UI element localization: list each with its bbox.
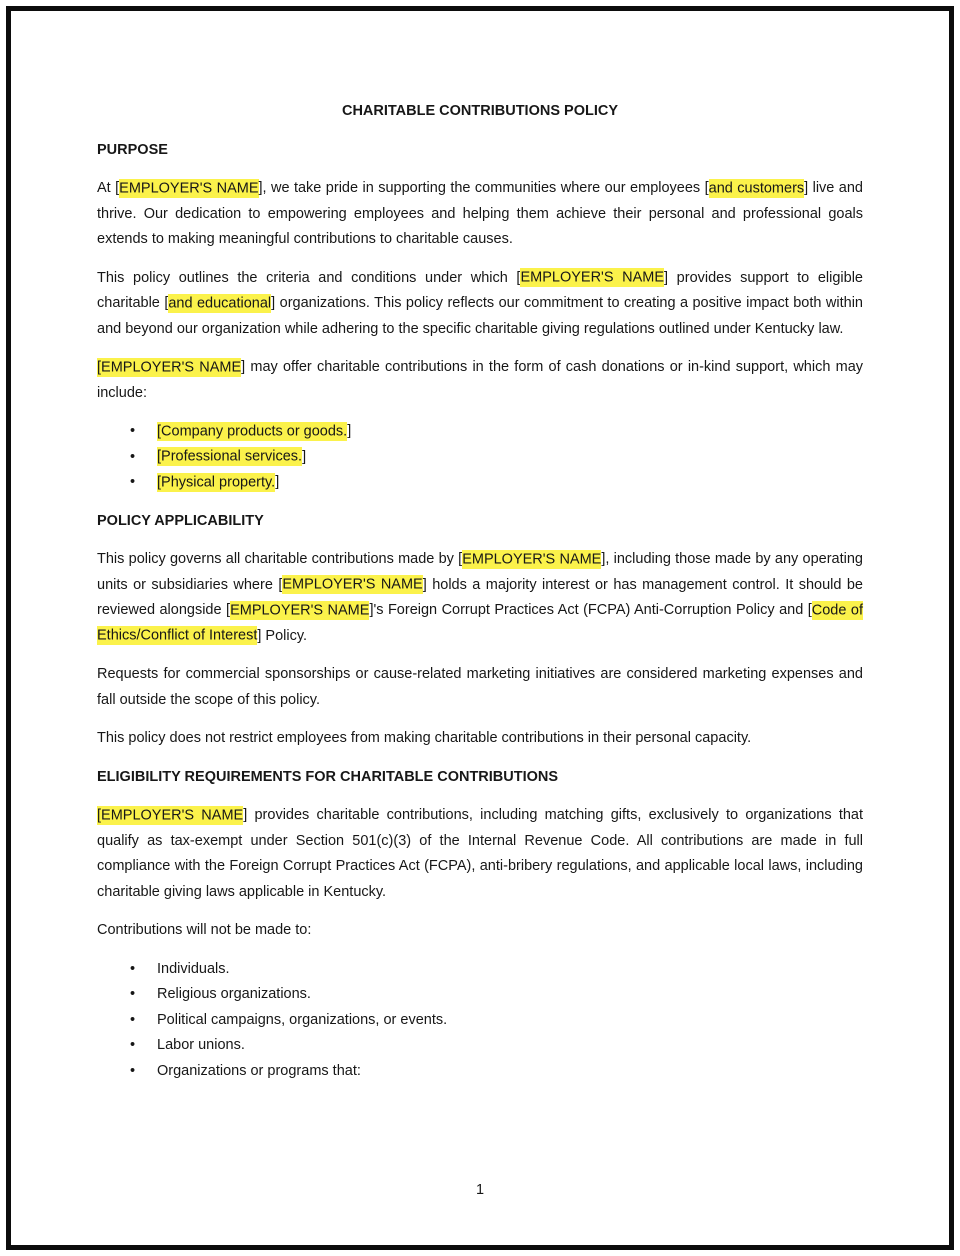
text-run: This policy governs all charitable contributions made by [	[97, 551, 463, 567]
text-run: ] provides charitable contributions, including matching gifts, exclusively to organizations that qualify as tax-exempt under Section 501(c)(3) of the Internal Revenue Code. All contributions are made in full compliance with the Foreign Corrupt Practices Act (FCPA), anti-bribery regulations, and applicable local laws, including charitable giving laws applicable in Kentucky.	[97, 807, 864, 900]
list-item	[97, 1008, 863, 1034]
highlighted-placeholder-text: EMPLOYER'S NAME	[230, 602, 370, 618]
document-page	[97, 99, 863, 1097]
highlighted-placeholder-text: and customers	[708, 180, 805, 196]
text-run: ] live and thrive. Our dedication to empowering employees and helping them achieve their personal and professional goals extends to making meaningful contributions to charitable causes.	[97, 180, 863, 247]
bullet-icon: •	[130, 474, 136, 490]
text-run: ] may offer charitable contributions in the form of cash donations or in-kind support, which may include:	[97, 359, 864, 401]
list-item-text	[157, 473, 279, 492]
list-item	[97, 419, 863, 445]
text-run: Requests for commercial sponsorships or cause-related marketing initiatives are considered marketing expenses and fall outside the scope of this policy.	[97, 666, 863, 708]
text-run: This policy does not restrict employees from making charitable contributions in their personal capacity.	[97, 730, 752, 746]
text-run: Organizations or programs that:	[157, 1062, 361, 1079]
highlighted-placeholder-text: EMPLOYER'S NAME	[282, 576, 423, 593]
highlighted-placeholder-text: [Professional services.	[157, 448, 303, 465]
text-run: ]'s Foreign Corrupt Practices Act (FCPA) Anti-Corruption Policy and [	[369, 602, 812, 618]
paragraph	[97, 547, 863, 649]
bullet-list	[97, 957, 863, 1085]
highlighted-placeholder-text: [Physical property.	[157, 474, 276, 490]
text-run: ], including those made by any operating units or subsidiaries where [	[97, 551, 863, 593]
text-run: ]	[275, 474, 280, 490]
document-body	[97, 138, 863, 1085]
text-run: Religious organizations.	[157, 986, 311, 1002]
section-heading: PURPOSE	[97, 141, 168, 158]
text-run: ]	[302, 448, 307, 465]
highlighted-placeholder-text: EMPLOYER'S NAME	[119, 180, 259, 196]
bullet-icon: •	[130, 423, 136, 439]
list-item	[97, 470, 863, 496]
paragraph	[97, 918, 863, 944]
list-item	[97, 957, 863, 983]
text-run: ] Policy.	[257, 627, 308, 644]
text-run: ] organizations. This policy reflects our commitment to creating a positive impact both within and beyond our organization while adhering to the specific charitable giving regulations outlined under Kentucky law.	[97, 295, 863, 337]
bullet-icon: •	[130, 960, 136, 977]
list-item-text	[157, 961, 230, 977]
section-heading: ELIGIBILITY REQUIREMENTS FOR CHARITABLE CONTRIBUTIONS	[97, 768, 559, 785]
document-title: CHARITABLE CONTRIBUTIONS POLICY	[341, 103, 619, 119]
text-run: Labor unions.	[157, 1037, 245, 1053]
bullet-icon: •	[130, 986, 136, 1002]
bullet-icon: •	[130, 1011, 136, 1028]
list-item-text	[157, 1012, 447, 1028]
text-run: ], we take pride in supporting the communities where our employees [	[258, 180, 709, 196]
highlighted-placeholder-text: Code of Ethics/Conflict of Interest	[97, 602, 863, 644]
highlighted-placeholder-text: [EMPLOYER'S NAME	[97, 359, 242, 375]
list-item	[97, 445, 863, 471]
highlighted-placeholder-text: [EMPLOYER'S NAME	[97, 807, 244, 823]
list-item	[97, 1033, 863, 1059]
list-item-text	[157, 447, 306, 466]
bullet-list	[97, 419, 863, 496]
highlighted-placeholder-text: EMPLOYER'S NAME	[462, 551, 602, 567]
section-heading: POLICY APPLICABILITY	[97, 512, 264, 529]
page-number: 1	[475, 1182, 485, 1198]
paragraph	[97, 662, 863, 713]
text-run: At [	[97, 180, 120, 196]
text-run: Contributions will not be made to:	[97, 922, 312, 938]
bullet-icon: •	[130, 448, 136, 465]
highlighted-placeholder-text: [Company products or goods.	[157, 423, 348, 439]
paragraph	[97, 803, 863, 905]
list-item	[97, 982, 863, 1008]
text-run: Individuals.	[157, 960, 230, 977]
highlighted-placeholder-text: and educational	[168, 295, 272, 311]
paragraph	[97, 176, 863, 253]
paragraph	[97, 355, 863, 406]
paragraph	[97, 726, 863, 752]
text-run: ]	[347, 423, 352, 439]
bullet-icon: •	[130, 1037, 136, 1053]
highlighted-placeholder-text: EMPLOYER'S NAME	[520, 269, 665, 286]
list-item-text	[157, 986, 311, 1002]
text-run: Political campaigns, organizations, or events.	[157, 1011, 448, 1028]
list-item-text	[157, 1037, 245, 1053]
list-item-text	[157, 1063, 361, 1079]
list-item-text	[157, 422, 351, 441]
text-run: ] holds a majority interest or has management control. It should be reviewed alongside [	[97, 576, 863, 618]
paragraph	[97, 266, 863, 343]
text-run: This policy outlines the criteria and conditions under which [	[97, 269, 521, 286]
bullet-icon: •	[130, 1062, 136, 1079]
text-run: ] provides support to eligible charitable [	[97, 269, 863, 311]
list-item	[97, 1059, 863, 1085]
